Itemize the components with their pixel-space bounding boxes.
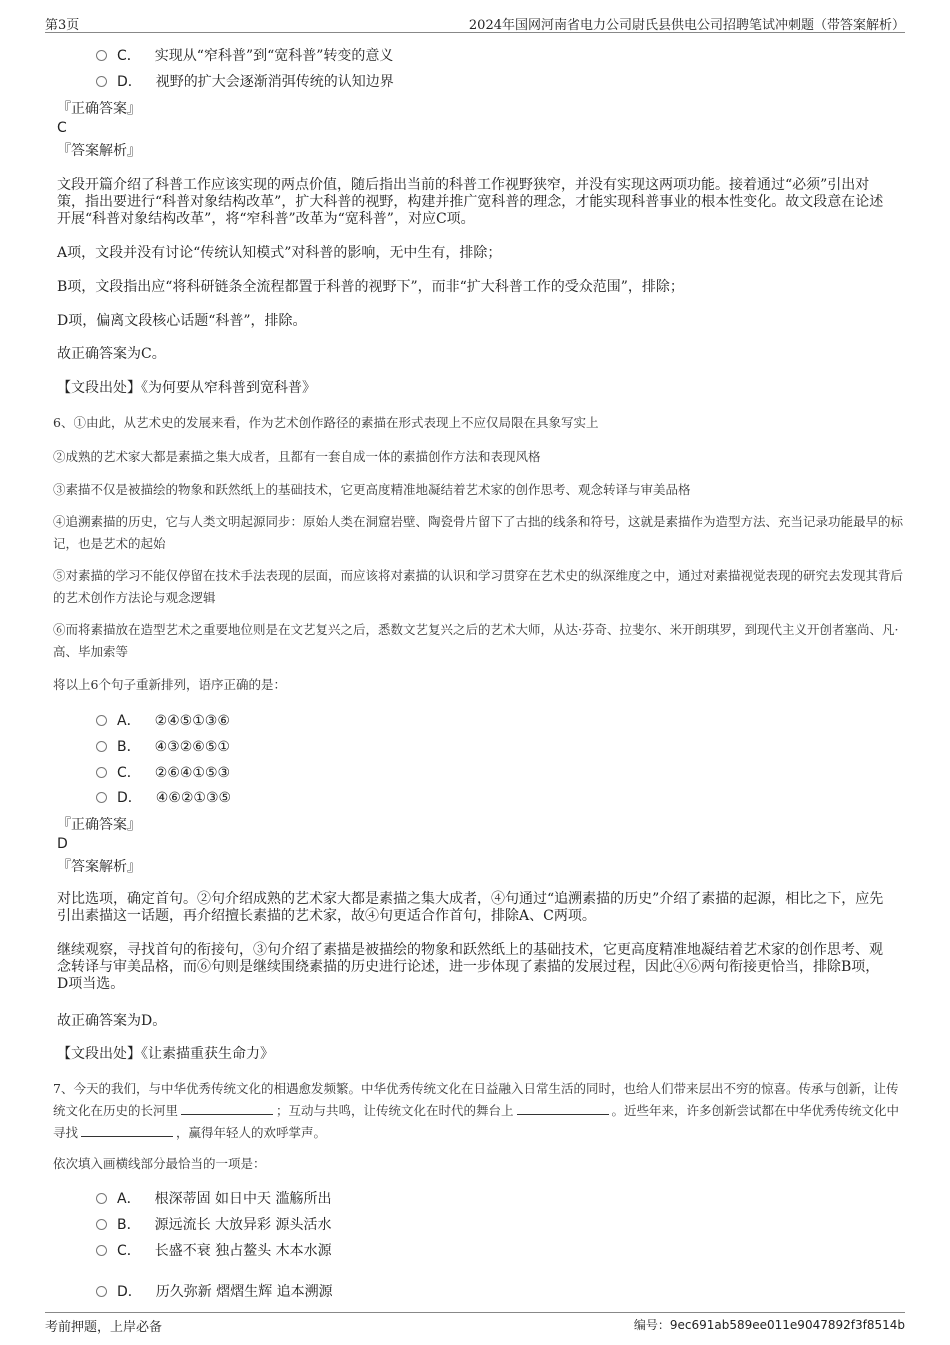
question-sentence: ⑤对素描的学习不能仅停留在技术手法表现的层面，而应该将对素描的认识和学习贯穿在艺术史的纵深维度之中，通过对素描视觉表现的研究去发现其背后的艺术创作方法论与观念逻辑 [53,568,904,605]
radio-icon[interactable] [96,50,107,61]
page-footer [45,1312,905,1337]
q6-option-d[interactable]: D． ④⑥②①③⑤ [96,788,231,808]
question-prompt: 依次填入画横线部分最恰当的一项是： [53,1156,266,1171]
analysis-paragraph: 继续观察，寻找首句的衔接句，③句介绍了素描是被描绘的物象和跃然纸上的基础技术，它更高度精准地凝结着艺术家的创作思考、观念转译与审美品格，而⑥句则是继续围绕素描的历史进行论述，进一步体现了素描的发展过程，因此④⑥两句衔接更恰当，排除B项，D项当选。 [57,942,883,992]
answer-label: 『正确答案』 [57,101,141,117]
radio-icon[interactable] [96,1245,107,1256]
analysis-conclusion: 故正确答案为D。 [57,1013,167,1029]
fill-blank [181,1102,273,1115]
answer-label: 『正确答案』 [57,817,141,833]
document-code: 编号：9ec691ab589ee011e9047892f3f8514b [633,1318,905,1332]
q7-option-b[interactable]: B． 源远流长 大放异彩 源头活水 [96,1215,332,1235]
q6-option-a[interactable]: A． ②④⑤①③⑥ [96,711,230,731]
question-sentence: ②成熟的艺术家大都是素描之集大成者，且都有一套自成一体的素描创作方法和表现风格 [53,449,541,464]
radio-icon[interactable] [96,1286,107,1297]
q6-option-b[interactable]: B． ④③②⑥⑤① [96,737,230,757]
q5-option-c[interactable]: C． 实现从“窄科普”到“宽科普”转变的意义 [96,46,393,66]
analysis-paragraph: 文段开篇介绍了科普工作应该实现的两点价值，随后指出当前的科普工作视野狭窄，并没有实现这两项功能。接着通过“必须”引出对策，指出要进行“科普对象结构改革”，扩大科普的视野，构建并推广宽科普的理念，才能实现科普事业的根本性变化。故文段意在论述开展“科普对象结构改革”，将“窄科普”改革为“宽科普”，对应C项。 [57,177,884,227]
answer-value: D [57,836,68,852]
analysis-paragraph: A项，文段并没有讨论“传统认知模式”对科普的影响，无中生有，排除； [57,245,502,261]
source-citation: 【文段出处】《让素描重获生命力》 [57,1046,274,1062]
question-sentence: ③素描不仅是被描绘的物象和跃然纸上的基础技术，它更高度精准地凝结着艺术家的创作思考、观念转译与审美品格 [53,482,691,497]
question-stem: 7、今天的我们，与中华优秀传统文化的相遇愈发频繁。中华优秀传统文化在日益融入日常生活的同时，也给人们带来层出不穷的惊喜。传承与创新，让传统文化在历史的长河里 ；互动与共鸣，让传统文化在时代的舞台上 。近些年来，许多创新尝试都在中华优秀传统文化中寻找 ，赢得年轻人的欢呼掌声。 [53,1081,900,1140]
analysis-conclusion: 故正确答案为C。 [57,346,166,362]
page-number: 第3页 [45,18,80,33]
q7-option-c[interactable]: C． 长盛不衰 独占鳌头 木本水源 [96,1241,332,1261]
analysis-label: 『答案解析』 [57,143,141,159]
q6-option-c[interactable]: C． ②⑥④①⑤③ [96,763,230,783]
q5-option-d[interactable]: D． 视野的扩大会逐渐消弭传统的认知边界 [96,72,394,92]
analysis-label: 『答案解析』 [57,859,141,875]
analysis-paragraph: 对比选项，确定首句。②句介绍成熟的艺术家大都是素描之集大成者，④句通过“追溯素描的历史”介绍了素描的起源，相比之下，应先引出素描这一话题，再介绍擅长素描的艺术家，故④句更适合作首句，排除A、C两项。 [57,891,884,924]
answer-value: C [57,120,67,136]
radio-icon[interactable] [96,1193,107,1204]
radio-icon[interactable] [96,76,107,87]
page-header [45,12,905,33]
q7-option-d[interactable]: D． 历久弥新 熠熠生辉 追本溯源 [96,1282,333,1302]
radio-icon[interactable] [96,741,107,752]
radio-icon[interactable] [96,767,107,778]
q7-option-a[interactable]: A． 根深蒂固 如日中天 滥觞所出 [96,1189,331,1209]
fill-blank [81,1124,173,1137]
analysis-paragraph: D项，偏离文段核心话题“科普”，排除。 [57,313,307,329]
analysis-paragraph: B项，文段指出应“将科研链条全流程都置于科普的视野下”，而非“扩大科普工作的受众范围”，排除； [57,279,684,295]
question-sentence: 6、①由此，从艺术史的发展来看，作为艺术创作路径的素描在形式表现上不应仅局限在具象写实上 [53,415,599,430]
question-sentence: ④追溯素描的历史，它与人类文明起源同步：原始人类在洞窟岩壁、陶瓷骨片留下了古拙的线条和符号，这就是素描作为造型方法、充当记录功能最早的标记，也是艺术的起始 [53,514,904,551]
question-prompt: 将以上6个句子重新排列，语序正确的是： [53,677,286,692]
radio-icon[interactable] [96,715,107,726]
footer-slogan: 考前押题，上岸必备 [45,1320,163,1335]
source-citation: 【文段出处】《为何要从窄科普到宽科普》 [57,380,316,396]
radio-icon[interactable] [96,1219,107,1230]
fill-blank [517,1102,609,1115]
document-title: 2024年国网河南省电力公司尉氏县供电公司招聘笔试冲刺题（带答案解析） [468,18,905,33]
question-sentence: ⑥而将素描放在造型艺术之重要地位则是在文艺复兴之后，悉数文艺复兴之后的艺术大师，从达·芬奇、拉斐尔、米开朗琪罗，到现代主义开创者塞尚、凡·高、毕加索等 [53,622,899,659]
radio-icon[interactable] [96,792,107,803]
